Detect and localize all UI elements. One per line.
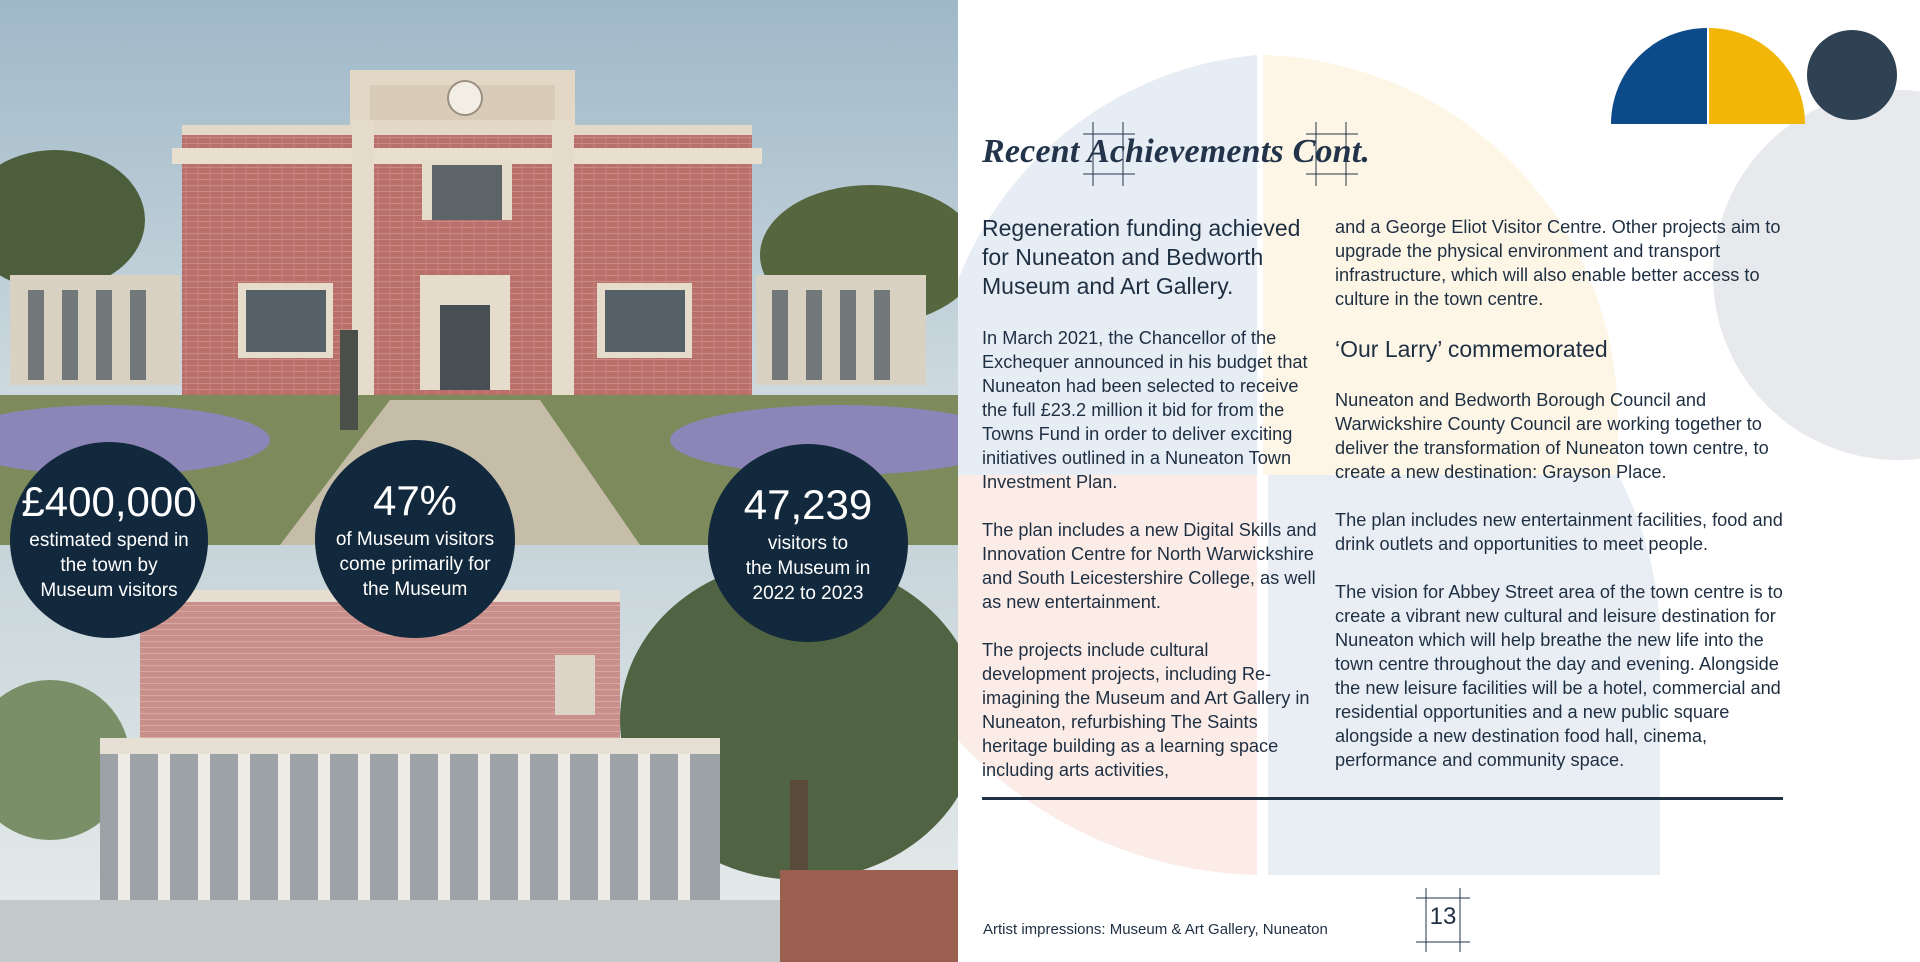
crosshair-mark-icon — [1306, 122, 1358, 186]
stat-count-label-line: the Museum in — [745, 557, 871, 579]
paragraph: The projects include cultural development projects, including Re-imagining the Museum and Art Gallery in Nuneaton, refurbishing The Saints heritage building as a learning space including arts activities, — [982, 640, 1310, 780]
stat-visitor-count-badge — [708, 444, 908, 642]
stat-spend-badge — [10, 442, 208, 638]
stat-spend-label-line: the town by — [60, 554, 158, 576]
text-column-left — [982, 214, 1317, 806]
paragraph: The plan includes new entertainment facilities, food and drink outlets and opportunities to meet people. — [1335, 510, 1783, 554]
section-heading-our-larry: ‘Our Larry’ commemorated — [1335, 336, 1608, 362]
stat-percent-label-line: the Museum — [362, 578, 468, 600]
logo-yellow-quarter — [1709, 28, 1805, 124]
stat-percent-label-line: come primarily for — [339, 553, 491, 575]
logo-slate-circle — [1807, 30, 1897, 120]
stat-count-value: 47,239 — [743, 480, 873, 528]
stat-visitors-percent-badge — [315, 440, 515, 638]
image-caption: Artist impressions: Museum & Art Gallery, Nuneaton — [983, 921, 1328, 938]
stat-count-label-line: visitors to — [767, 532, 849, 554]
section-heading-regeneration: Regeneration funding achieved for Nuneaton and Bedworth Museum and Art Gallery. — [982, 215, 1301, 299]
divider-rule — [982, 797, 1783, 800]
paragraph: In March 2021, the Chancellor of the Exchequer announced in his budget that Nuneaton had been selected to receive the full £23.2 million it bid for from the Towns Fund in order to deliver exciting initiatives outlined in a Nuneaton Town Investment Plan. — [982, 328, 1308, 492]
stat-spend-value: £400,000 — [21, 477, 197, 525]
artist-impression-image — [0, 0, 958, 962]
stat-spend-label-line: estimated spend in — [29, 529, 189, 551]
logo-blue-quarter — [1611, 28, 1707, 124]
page-number: 13 — [1429, 903, 1457, 930]
stat-percent-value: 47% — [372, 476, 458, 524]
stat-count-label-line: 2022 to 2023 — [752, 582, 864, 604]
text-column-right — [1335, 215, 1783, 796]
paragraph: Nuneaton and Bedworth Borough Council and Warwickshire County Council are working together to deliver the transformation of Nuneaton town centre, to create a new destination: Grayson Place. — [1335, 390, 1769, 482]
crosshair-mark-icon — [1083, 122, 1135, 186]
paragraph: and a George Eliot Visitor Centre. Other projects aim to upgrade the physical environment and transport infrastructure, which will also enable better access to culture in the town centre. — [1335, 217, 1781, 309]
page-title: Recent Achievements Cont. — [982, 133, 1371, 170]
stat-spend-label-line: Museum visitors — [40, 579, 178, 601]
paragraph: The vision for Abbey Street area of the town centre is to create a vibrant new cultural and leisure destination for Nuneaton which will help breathe the new life into the town centre throughout the day and evening. Alongside the new leisure facilities will be a hotel, commercial and residential opportunities and a new public square alongside a new destination food hall, cinema, performance and community space. — [1335, 582, 1783, 770]
stat-percent-label-line: of Museum visitors — [335, 528, 495, 550]
paragraph: The plan includes a new Digital Skills and Innovation Centre for North Warwickshire and South Leicestershire College, as well as new entertainment. — [982, 520, 1317, 612]
text-page — [958, 0, 1920, 962]
